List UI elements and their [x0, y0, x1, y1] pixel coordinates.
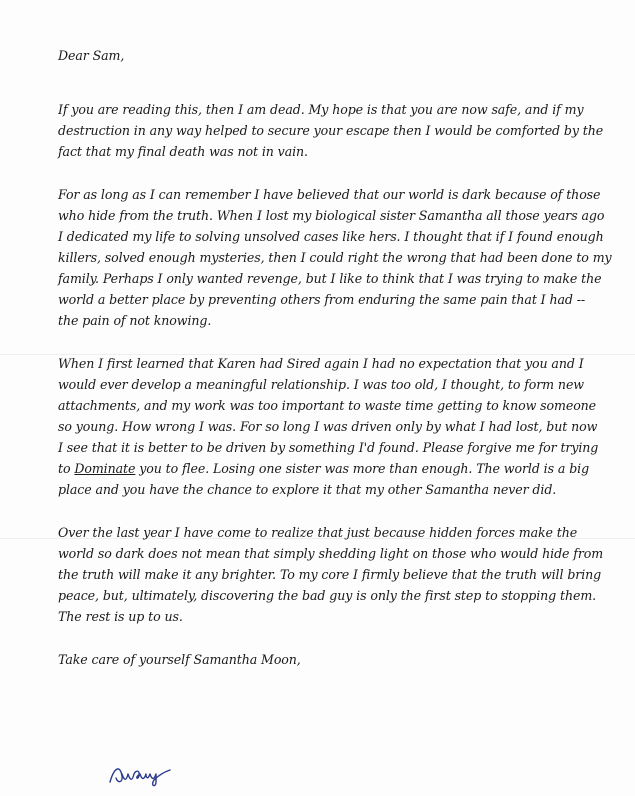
letter-line: I see that it is better to be driven by something I'd found. Please forgive me for trying: [58, 440, 599, 455]
letter-line: destruction in any way helped to secure your escape then I would be comforted by the: [58, 123, 604, 138]
letter-line: the truth will make it any brighter. To my core I firmly believe that the truth will bring: [58, 567, 602, 582]
letter-line: fact that my final death was not in vain.: [58, 144, 308, 159]
signature-stroke: [110, 769, 170, 786]
closing: Take care of yourself Samantha Moon,: [58, 652, 301, 667]
letter-line: peace, but, ultimately, discovering the bad guy is only the first step to stopping them.: [58, 588, 597, 603]
salutation: Dear Sam,: [58, 48, 125, 63]
letter-line: who hide from the truth. When I lost my biological sister Samantha all those years ago: [58, 208, 605, 223]
letter-line: family. Perhaps I only wanted revenge, but I like to think that I was trying to make the: [58, 271, 602, 286]
letter-line: If you are reading this, then I am dead. My hope is that you are now safe, and if my: [58, 102, 584, 117]
paragraph-4: [58, 522, 604, 627]
paragraph-1: [58, 99, 604, 162]
letter-line-underlined: [58, 458, 590, 479]
letter-line: killers, solved enough mysteries, then I could right the wrong that had been done to my: [58, 250, 612, 265]
letter-line: Over the last year I have come to realize that just because hidden forces make the: [58, 525, 578, 540]
letter-line: so young. How wrong I was. For so long I was driven only by what I had lost, but now: [58, 419, 598, 434]
underlined-word: Dominate: [74, 461, 136, 476]
paragraph-2: [58, 184, 612, 331]
letter-line: the pain of not knowing.: [58, 313, 212, 328]
letter-line: When I first learned that Karen had Sired again I had no expectation that you and I: [58, 356, 584, 371]
letter-line: world a better place by preventing others from enduring the same pain that I had --: [58, 292, 586, 307]
letter-line: would ever develop a meaningful relationship. I was too old, I thought, to form new: [58, 377, 584, 392]
letter-line: The rest is up to us.: [58, 609, 183, 624]
letter-line: attachments, and my work was too important to waste time getting to know someone: [58, 398, 597, 413]
text-segment: you to flee. Losing one sister was more than enough. The world is a big: [135, 461, 590, 476]
signature-avery: [106, 758, 176, 788]
letter-line: place and you have the chance to explore it that my other Samantha never did.: [58, 482, 557, 497]
text-segment: to: [58, 461, 75, 476]
letter-line: I dedicated my life to solving unsolved cases like hers. I thought that if I found enough: [58, 229, 604, 244]
letter-line: world so dark does not mean that simply shedding light on those who would hide from: [58, 546, 604, 561]
letter-line: For as long as I can remember I have believed that our world is dark because of those: [58, 187, 601, 202]
paragraph-3: [58, 353, 599, 500]
letter-body: [58, 40, 612, 670]
